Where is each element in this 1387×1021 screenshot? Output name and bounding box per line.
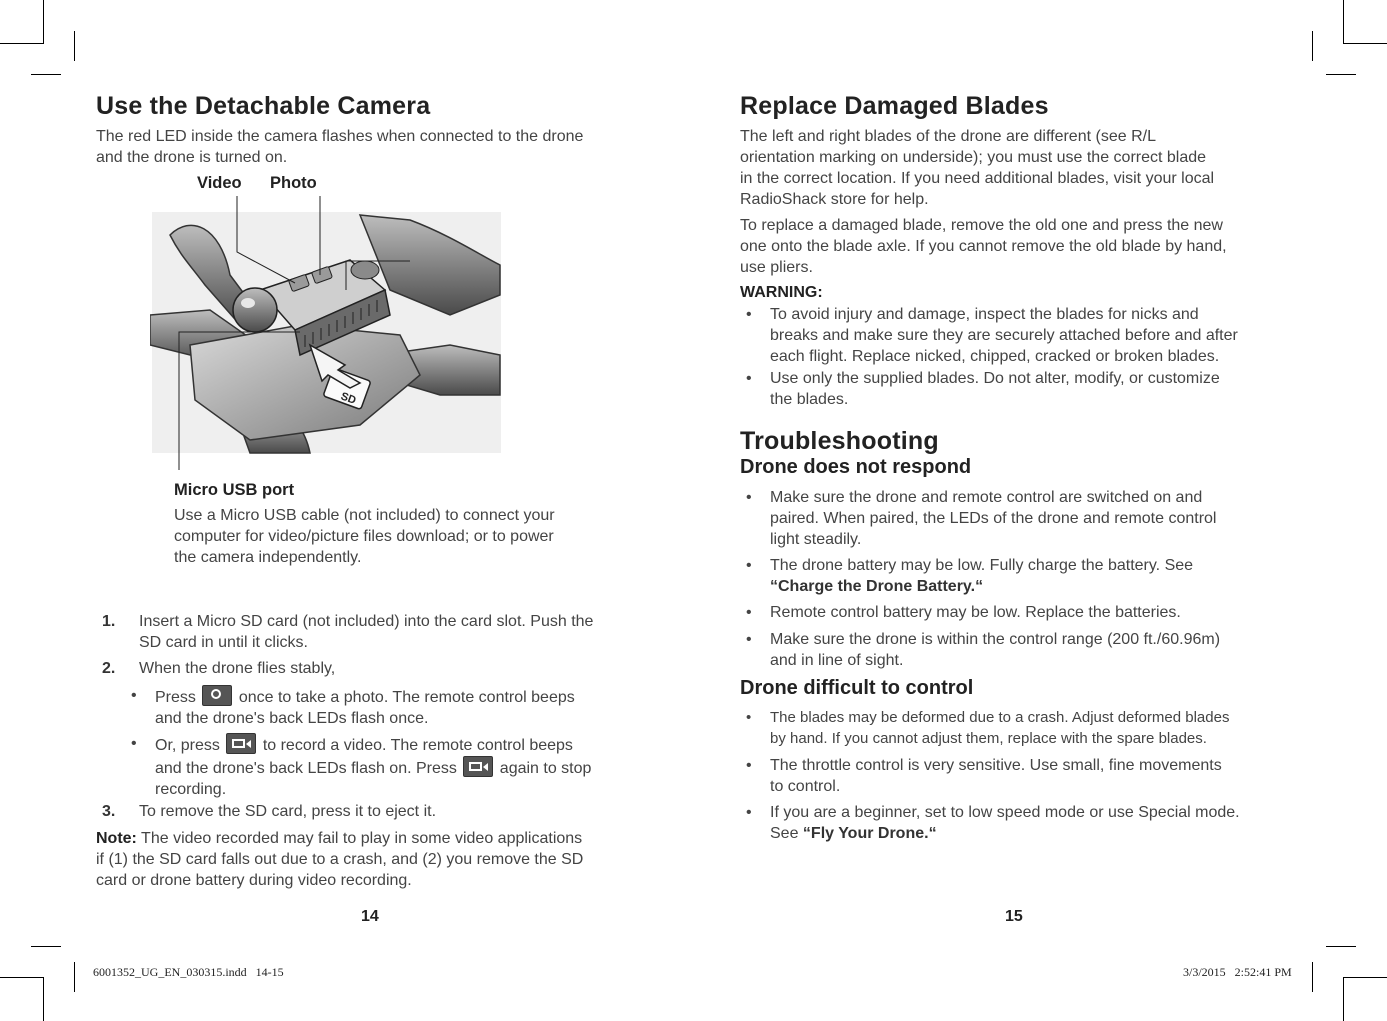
section-title-blades: Replace Damaged Blades	[740, 92, 1049, 120]
charge-battery-reference: “Charge the Drone Battery.“	[770, 578, 984, 595]
sub-bullet-video: • Or, press to record a video. The remote control beeps and the drone's back LEDs flash on. Press again to stop recording.	[131, 735, 592, 798]
photo-button-icon	[202, 685, 232, 706]
respond-bullet: • Remote control battery may be low. Replace the batteries.	[746, 604, 1181, 621]
control-bullet: • The throttle control is very sensitive. Use small, fine movements to control.	[746, 757, 1222, 795]
note-block: Note: The video recorded may fail to play in some video applications if (1) the SD card falls out due to a crash, and (2) you remove the SD card or drone battery during video recording.	[96, 830, 584, 889]
blades-paragraph-2: To replace a damaged blade, remove the old one and press the new one onto the blade axle. If you cannot remove the old blade by hand, use pliers.	[740, 217, 1227, 276]
page-number-left: 14	[361, 908, 379, 925]
warning-bullet: • Use only the supplied blades. Do not alter, modify, or customize the blades.	[746, 370, 1220, 408]
subsection-title-control: Drone difficult to control	[740, 677, 974, 699]
crop-mark	[0, 43, 44, 44]
crop-mark	[0, 977, 44, 978]
section-title-troubleshooting: Troubleshooting	[740, 427, 939, 455]
page-number-right: 15	[1005, 908, 1023, 925]
micro-usb-heading: Micro USB port	[174, 481, 295, 499]
warning-bullet: • To avoid injury and damage, inspect the blades for nicks and breaks and make sure they are securely attached before and after each flight. Replace nicked, chipped, cracked or broken blades.	[746, 306, 1238, 365]
sub-bullet-photo: • Press once to take a photo. The remote control beeps and the drone's back LEDs flash once.	[131, 687, 575, 727]
warning-label: WARNING:	[740, 284, 823, 301]
crop-mark	[31, 74, 61, 75]
respond-bullet: • Make sure the drone is within the control range (200 ft./60.96m) and in line of sight.	[746, 631, 1221, 669]
slug-timestamp: 3/3/2015 2:52:41 PM	[1183, 965, 1292, 979]
crop-mark	[43, 0, 44, 44]
video-button-icon	[463, 756, 493, 777]
respond-bullet: • The drone battery may be low. Fully charge the battery. See “Charge the Drone Battery.“	[746, 557, 1194, 595]
video-button-icon	[226, 733, 256, 754]
control-bullet: • If you are a beginner, set to low speed mode or use Special mode. See “Fly Your Drone.“	[746, 804, 1240, 842]
subsection-title-respond: Drone does not respond	[740, 456, 972, 478]
step-1: 1. Insert a Micro SD card (not included) into the card slot. Push the SD card in until it clicks.	[102, 613, 594, 651]
blades-paragraph-1: The left and right blades of the drone are different (see R/L orientation marking on underside); you must use the correct blade in the correct location. If you need additional blades, visit your local RadioShack store for help.	[740, 128, 1215, 208]
crop-mark	[1343, 43, 1387, 44]
crop-mark	[1326, 946, 1356, 947]
crop-mark	[1312, 962, 1313, 992]
crop-mark	[1312, 31, 1313, 61]
slug-filename: 6001352_UG_EN_030315.indd 14-15	[93, 965, 284, 979]
fly-your-drone-reference: “Fly Your Drone.“	[802, 825, 937, 842]
respond-bullet: • Make sure the drone and remote control are switched on and paired. When paired, the LEDs of the drone and remote control light steadily.	[746, 489, 1217, 548]
crop-mark	[1343, 0, 1344, 44]
photo-label: Photo	[270, 174, 317, 192]
crop-mark	[74, 962, 75, 992]
video-label: Video	[197, 174, 242, 192]
micro-usb-text: Use a Micro USB cable (not included) to connect your computer for video/picture files download; or to power the camera independently.	[174, 507, 555, 566]
crop-mark	[43, 977, 44, 1021]
note-label: Note:	[96, 830, 137, 847]
control-bullet: • The blades may be deformed due to a crash. Adjust deformed blades by hand. If you cannot adjust them, replace with the spare blades.	[746, 709, 1230, 747]
crop-mark	[1343, 977, 1344, 1021]
page-title: Use the Detachable Camera	[96, 92, 431, 120]
crop-mark	[1343, 977, 1387, 978]
crop-mark	[1326, 74, 1356, 75]
step-2: 2. When the drone flies stably,	[102, 660, 336, 677]
drone-camera-illustration	[150, 195, 510, 475]
crop-mark	[74, 31, 75, 61]
sd-card-text: SD	[339, 390, 358, 407]
intro-text: The red LED inside the camera flashes when connected to the drone and the drone is turned on.	[96, 128, 584, 166]
step-3: 3. To remove the SD card, press it to eject it.	[102, 803, 437, 820]
crop-mark	[31, 946, 61, 947]
